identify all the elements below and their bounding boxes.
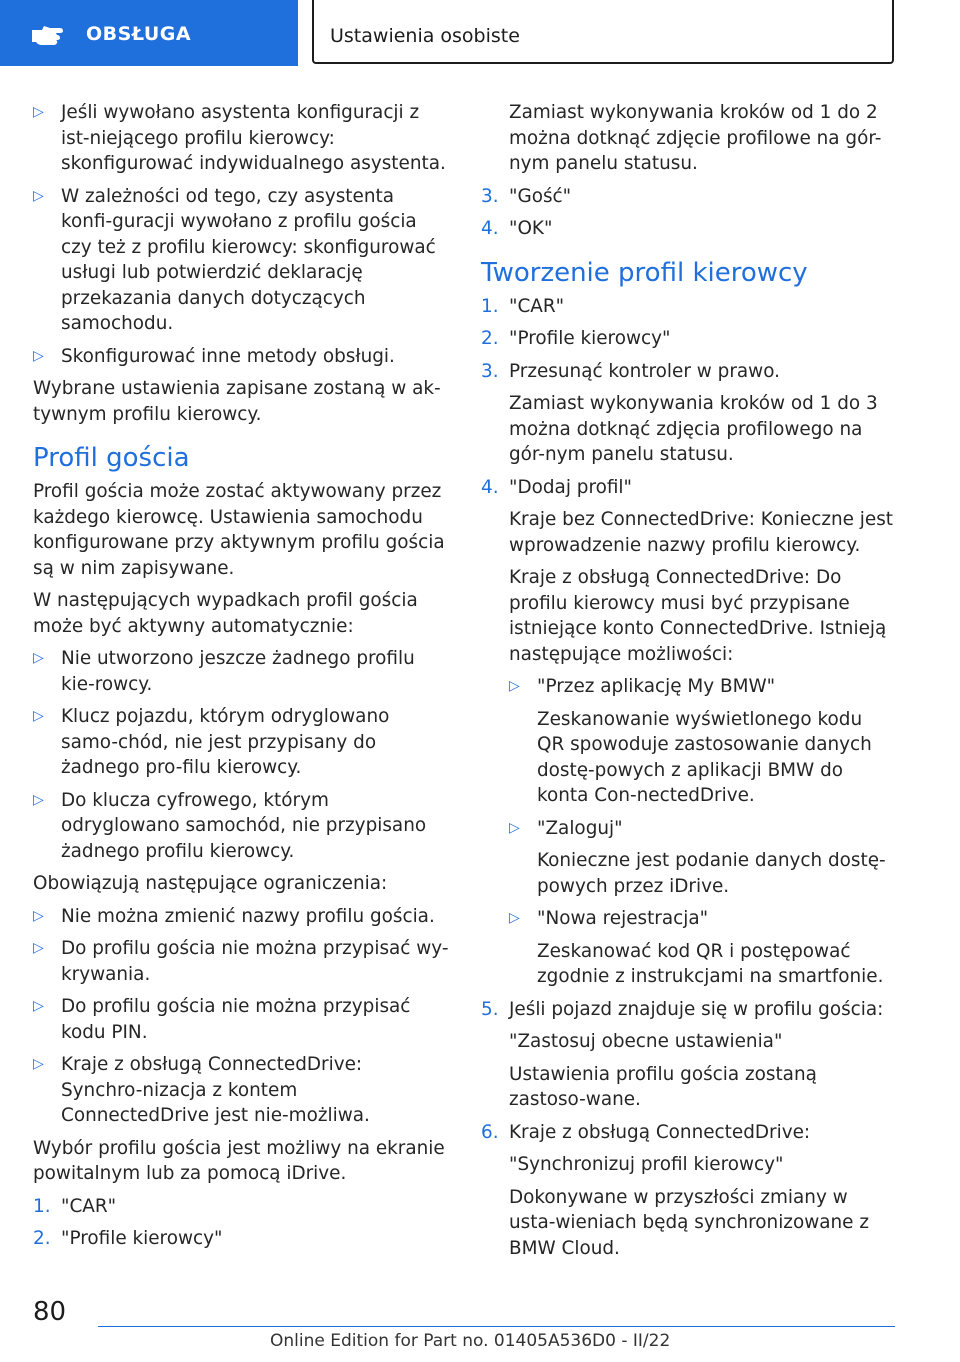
bullet-text: Nie utworzono jeszcze żadnego profilu kie-rowcy. xyxy=(61,648,415,695)
step-number: 2. xyxy=(481,328,499,349)
paragraph: Dokonywane w przyszłości zmiany w usta-wieniach będą synchronizowane z BMW Cloud. xyxy=(509,1186,869,1259)
step-number: 5. xyxy=(481,998,499,1020)
bullet-item xyxy=(33,646,449,697)
numbered-step xyxy=(481,1120,895,1146)
step-text: Przesunąć kontroler w prawo. xyxy=(509,360,780,382)
step-text: "CAR" xyxy=(509,295,565,317)
numbered-step xyxy=(481,216,895,242)
step-number: 1. xyxy=(481,295,499,317)
paragraph: Ustawienia profilu gościa zostaną zastoso-wane. xyxy=(509,1063,817,1110)
step-number: 3. xyxy=(481,185,499,207)
bullet-item xyxy=(33,936,449,987)
step-text: "OK" xyxy=(509,218,553,239)
bullet-item xyxy=(33,788,449,865)
step-number: 4. xyxy=(481,218,499,239)
hand-pointer-icon xyxy=(30,22,66,50)
numbered-step xyxy=(481,184,895,210)
step-text: Kraje z obsługą ConnectedDrive: xyxy=(509,1121,811,1143)
bullet-text: "Zaloguj" xyxy=(537,817,623,839)
footer-edition: Online Edition for Part no. 01405A536D0 - II/22 xyxy=(270,1331,671,1351)
bullet-text: "Nowa rejestracja" xyxy=(537,908,709,929)
numbered-step xyxy=(481,997,895,1023)
triangle-bullet-icon: ▷ xyxy=(33,1056,44,1072)
step-number: 2. xyxy=(33,1228,51,1249)
bullet-text: Do profilu gościa nie można przypisać wy-krywania. xyxy=(61,938,449,985)
section-heading: Profil gościa xyxy=(33,443,190,473)
bullet-item xyxy=(33,704,449,781)
triangle-bullet-icon: ▷ xyxy=(509,910,520,926)
triangle-bullet-icon: ▷ xyxy=(33,791,44,808)
paragraph: Wybrane ustawienia zapisane zostaną w ak-tywnym profilu kierowcy. xyxy=(33,378,441,425)
bullet-text: "Przez aplikację My BMW" xyxy=(537,676,776,697)
footer-divider xyxy=(98,1326,895,1327)
triangle-bullet-icon: ▷ xyxy=(33,940,44,956)
page-number: 80 xyxy=(33,1297,67,1327)
numbered-step xyxy=(481,475,895,501)
paragraph: Wybór profilu gościa jest możliwy na ekranie powitalnym lub za pomocą iDrive. xyxy=(33,1137,445,1184)
triangle-bullet-icon: ▷ xyxy=(509,678,520,694)
bullet-text: Kraje z obsługą ConnectedDrive: Synchro-nizacja z kontem ConnectedDrive jest nie-możliwa. xyxy=(61,1054,370,1126)
bullet-item xyxy=(509,906,895,932)
step-text: Jeśli pojazd znajduje się w profilu gościa: xyxy=(509,998,884,1020)
bullet-text: Jeśli wywołano asystenta konfiguracji z ist-niejącego profilu kierowcy: skonfigurować indywidualnego asystenta. xyxy=(61,102,446,174)
triangle-bullet-icon: ▷ xyxy=(33,998,44,1014)
paragraph: Zeskanować kod QR i postępować zgodnie z instrukcjami na smartfonie. xyxy=(537,940,884,987)
paragraph: Zeskanowanie wyświetlonego kodu QR spowoduje zastosowanie danych dostę-powych z aplikacji BMW do konta Con-nectedDrive. xyxy=(537,708,872,806)
paragraph: "Synchronizuj profil kierowcy" xyxy=(509,1154,784,1175)
paragraph: Kraje z obsługą ConnectedDrive: Do profilu kierowcy musi być przypisane istniejące konto ConnectedDrive. Istnieją następujące możliwości: xyxy=(509,567,887,665)
section-label: OBSŁUGA xyxy=(86,23,192,45)
bullet-item xyxy=(33,1052,449,1129)
paragraph: Kraje bez ConnectedDrive: Konieczne jest wprowadzenie nazwy profilu kierowcy. xyxy=(509,509,894,556)
step-number: 1. xyxy=(33,1195,51,1217)
bullet-text: Do klucza cyfrowego, którym odryglowano samochód, nie przypisano żadnego profilu kierowcy. xyxy=(61,789,427,862)
paragraph: "Zastosuj obecne ustawienia" xyxy=(509,1031,783,1052)
section-tab xyxy=(0,0,298,66)
step-text: "CAR" xyxy=(61,1195,117,1217)
paragraph: Konieczne jest podanie danych dostę-powych przez iDrive. xyxy=(537,850,886,897)
chapter-title: Ustawienia osobiste xyxy=(330,25,520,47)
paragraph: Zamiast wykonywania kroków od 1 do 2 można dotknąć zdjęcie profilowe na gór-nym panelu statusu. xyxy=(509,102,882,174)
step-text: "Profile kierowcy" xyxy=(61,1228,223,1249)
bullet-item xyxy=(33,994,449,1045)
bullet-item xyxy=(33,904,449,930)
right-column xyxy=(481,100,895,1268)
triangle-bullet-icon: ▷ xyxy=(509,819,520,836)
step-number: 3. xyxy=(481,360,499,382)
bullet-text: Nie można zmienić nazwy profilu gościa. xyxy=(61,905,435,927)
numbered-step xyxy=(481,294,895,320)
triangle-bullet-icon: ▷ xyxy=(33,187,44,204)
paragraph: Profil gościa może zostać aktywowany przez każdego kierowcę. Ustawienia samochodu konfigurowane przy aktywnym profilu gościa są w nim zapisywane. xyxy=(33,481,445,579)
numbered-step xyxy=(481,326,895,352)
triangle-bullet-icon: ▷ xyxy=(33,650,44,666)
triangle-bullet-icon: ▷ xyxy=(33,708,44,724)
numbered-step xyxy=(33,1194,449,1220)
step-text: "Profile kierowcy" xyxy=(509,328,671,349)
step-number: 4. xyxy=(481,476,499,498)
paragraph: Zamiast wykonywania kroków od 1 do 3 można dotknąć zdjęcia profilowego na gór-nym panelu statusu. xyxy=(509,393,878,465)
section-heading: Tworzenie profil kierowcy xyxy=(481,257,808,288)
step-text: "Gość" xyxy=(509,185,572,207)
left-column xyxy=(33,100,449,1259)
triangle-bullet-icon: ▷ xyxy=(33,347,44,364)
triangle-bullet-icon: ▷ xyxy=(33,104,44,120)
bullet-item xyxy=(33,184,449,337)
bullet-text: Skonfigurować inne metody obsługi. xyxy=(61,345,395,367)
chapter-header xyxy=(312,0,894,64)
bullet-item xyxy=(33,344,449,370)
bullet-text: W zależności od tego, czy asystenta konfi-guracji wywołano z profilu gościa czy też z profilu kierowcy: skonfigurować usługi lub potwierdzić deklarację przekazania danych dotyczących samochodu. xyxy=(61,185,436,334)
bullet-item xyxy=(509,674,895,700)
numbered-step xyxy=(481,359,895,385)
bullet-text: Do profilu gościa nie można przypisać kodu PIN. xyxy=(61,996,411,1043)
bullet-item xyxy=(509,816,895,842)
paragraph: Obowiązują następujące ograniczenia: xyxy=(33,873,388,894)
paragraph: W następujących wypadkach profil gościa może być aktywny automatycznie: xyxy=(33,590,418,637)
step-text: "Dodaj profil" xyxy=(509,476,633,498)
triangle-bullet-icon: ▷ xyxy=(33,907,44,924)
bullet-text: Klucz pojazdu, którym odryglowano samo-chód, nie jest przypisany do żadnego pro-filu kierowcy. xyxy=(61,706,390,778)
numbered-step xyxy=(33,1226,449,1252)
step-number: 6. xyxy=(481,1121,499,1143)
bullet-item xyxy=(33,100,449,177)
